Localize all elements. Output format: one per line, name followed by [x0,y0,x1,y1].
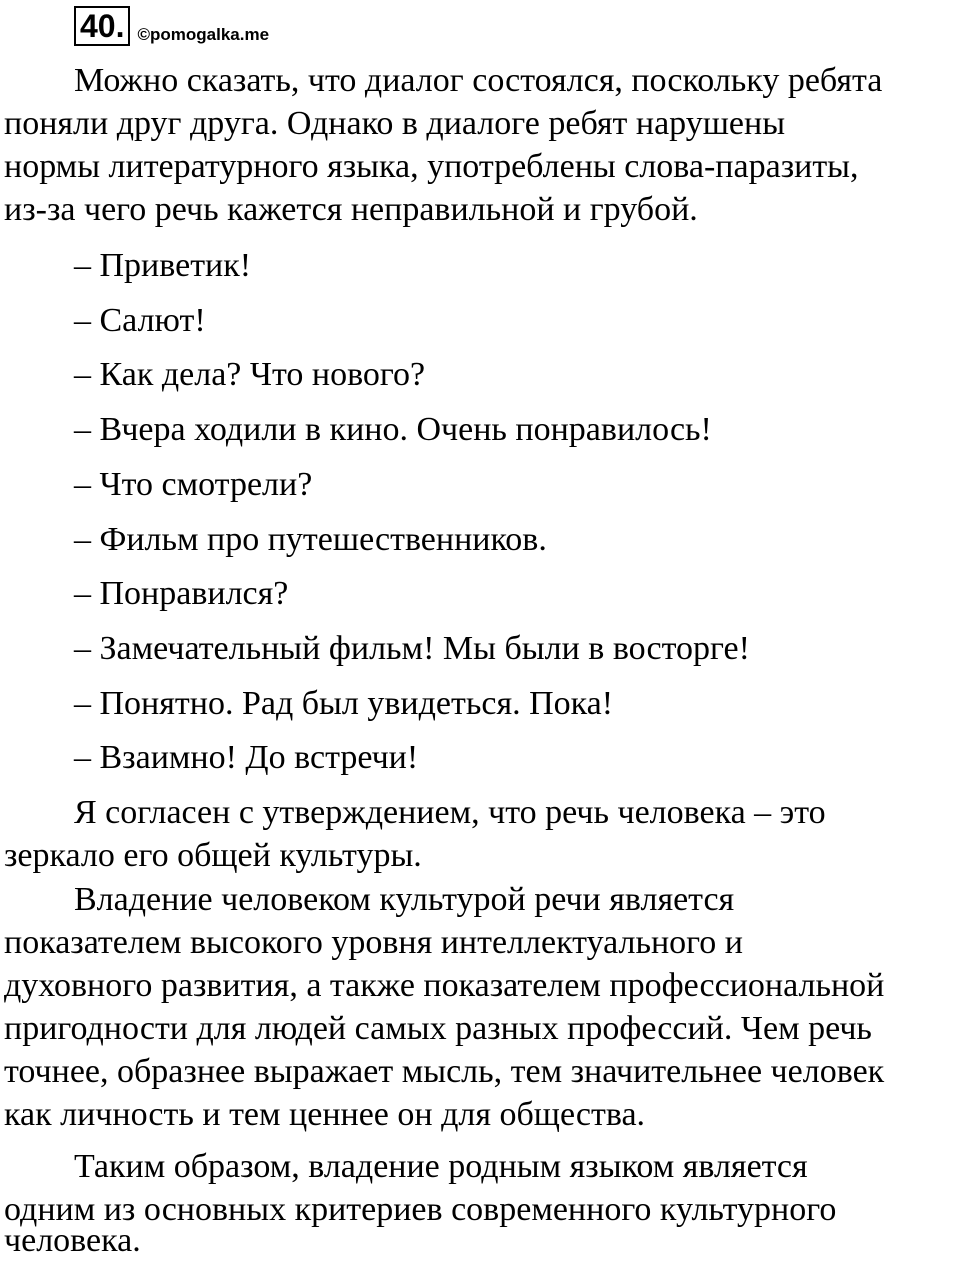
text-line: поняли друг друга. Однако в диалоге ребят нарушены [4,105,786,142]
dialogue-line: – Салют! [74,302,206,339]
text-line: пригодности для людей самых разных профессий. Чем речь [4,1010,872,1047]
dialogue-line: – Как дела? Что нового? [74,356,426,393]
dialogue-line: – Фильм про путешественников. [74,521,547,558]
text-line: точнее, образнее выражает мысль, тем значительнее человек [4,1053,885,1090]
text-line: показателем высокого уровня интеллектуального и [4,924,743,961]
text-line: Можно сказать, что диалог состоялся, поскольку ребята [74,62,883,99]
text-line: духовного развития, а также показателем профессиональной [4,967,885,1004]
dialogue-line: – Взаимно! До встречи! [74,739,419,776]
text-line: нормы литературного языка, употреблены слова-паразиты, [4,148,859,185]
watermark: ©pomogalka.me [137,25,270,44]
dialogue-line: – Понравился? [74,575,289,612]
text-line: человека. [4,1222,141,1259]
text-line: Таким образом, владение родным языком является [74,1148,808,1185]
task-number: 40. [74,6,130,46]
dialogue-line: – Что смотрели? [74,466,313,503]
text-line: зеркало его общей культуры. [4,837,422,874]
dialogue-line: – Вчера ходили в кино. Очень понравилось! [74,411,712,448]
task-header [74,6,269,46]
text-line: одним из основных критериев современного культурного [4,1191,837,1228]
dialogue-line: – Понятно. Рад был увидеться. Пока! [74,685,614,722]
text-line: как личность и тем ценнее он для общества. [4,1096,646,1133]
dialogue-line: – Приветик! [74,247,252,284]
dialogue-line: – Замечательный фильм! Мы были в восторге! [74,630,750,667]
text-line: Владение человеком культурой речи является [74,881,735,918]
text-line: Я согласен с утверждением, что речь человека – это [74,794,826,831]
text-line: из-за чего речь кажется неправильной и грубой. [4,191,698,228]
